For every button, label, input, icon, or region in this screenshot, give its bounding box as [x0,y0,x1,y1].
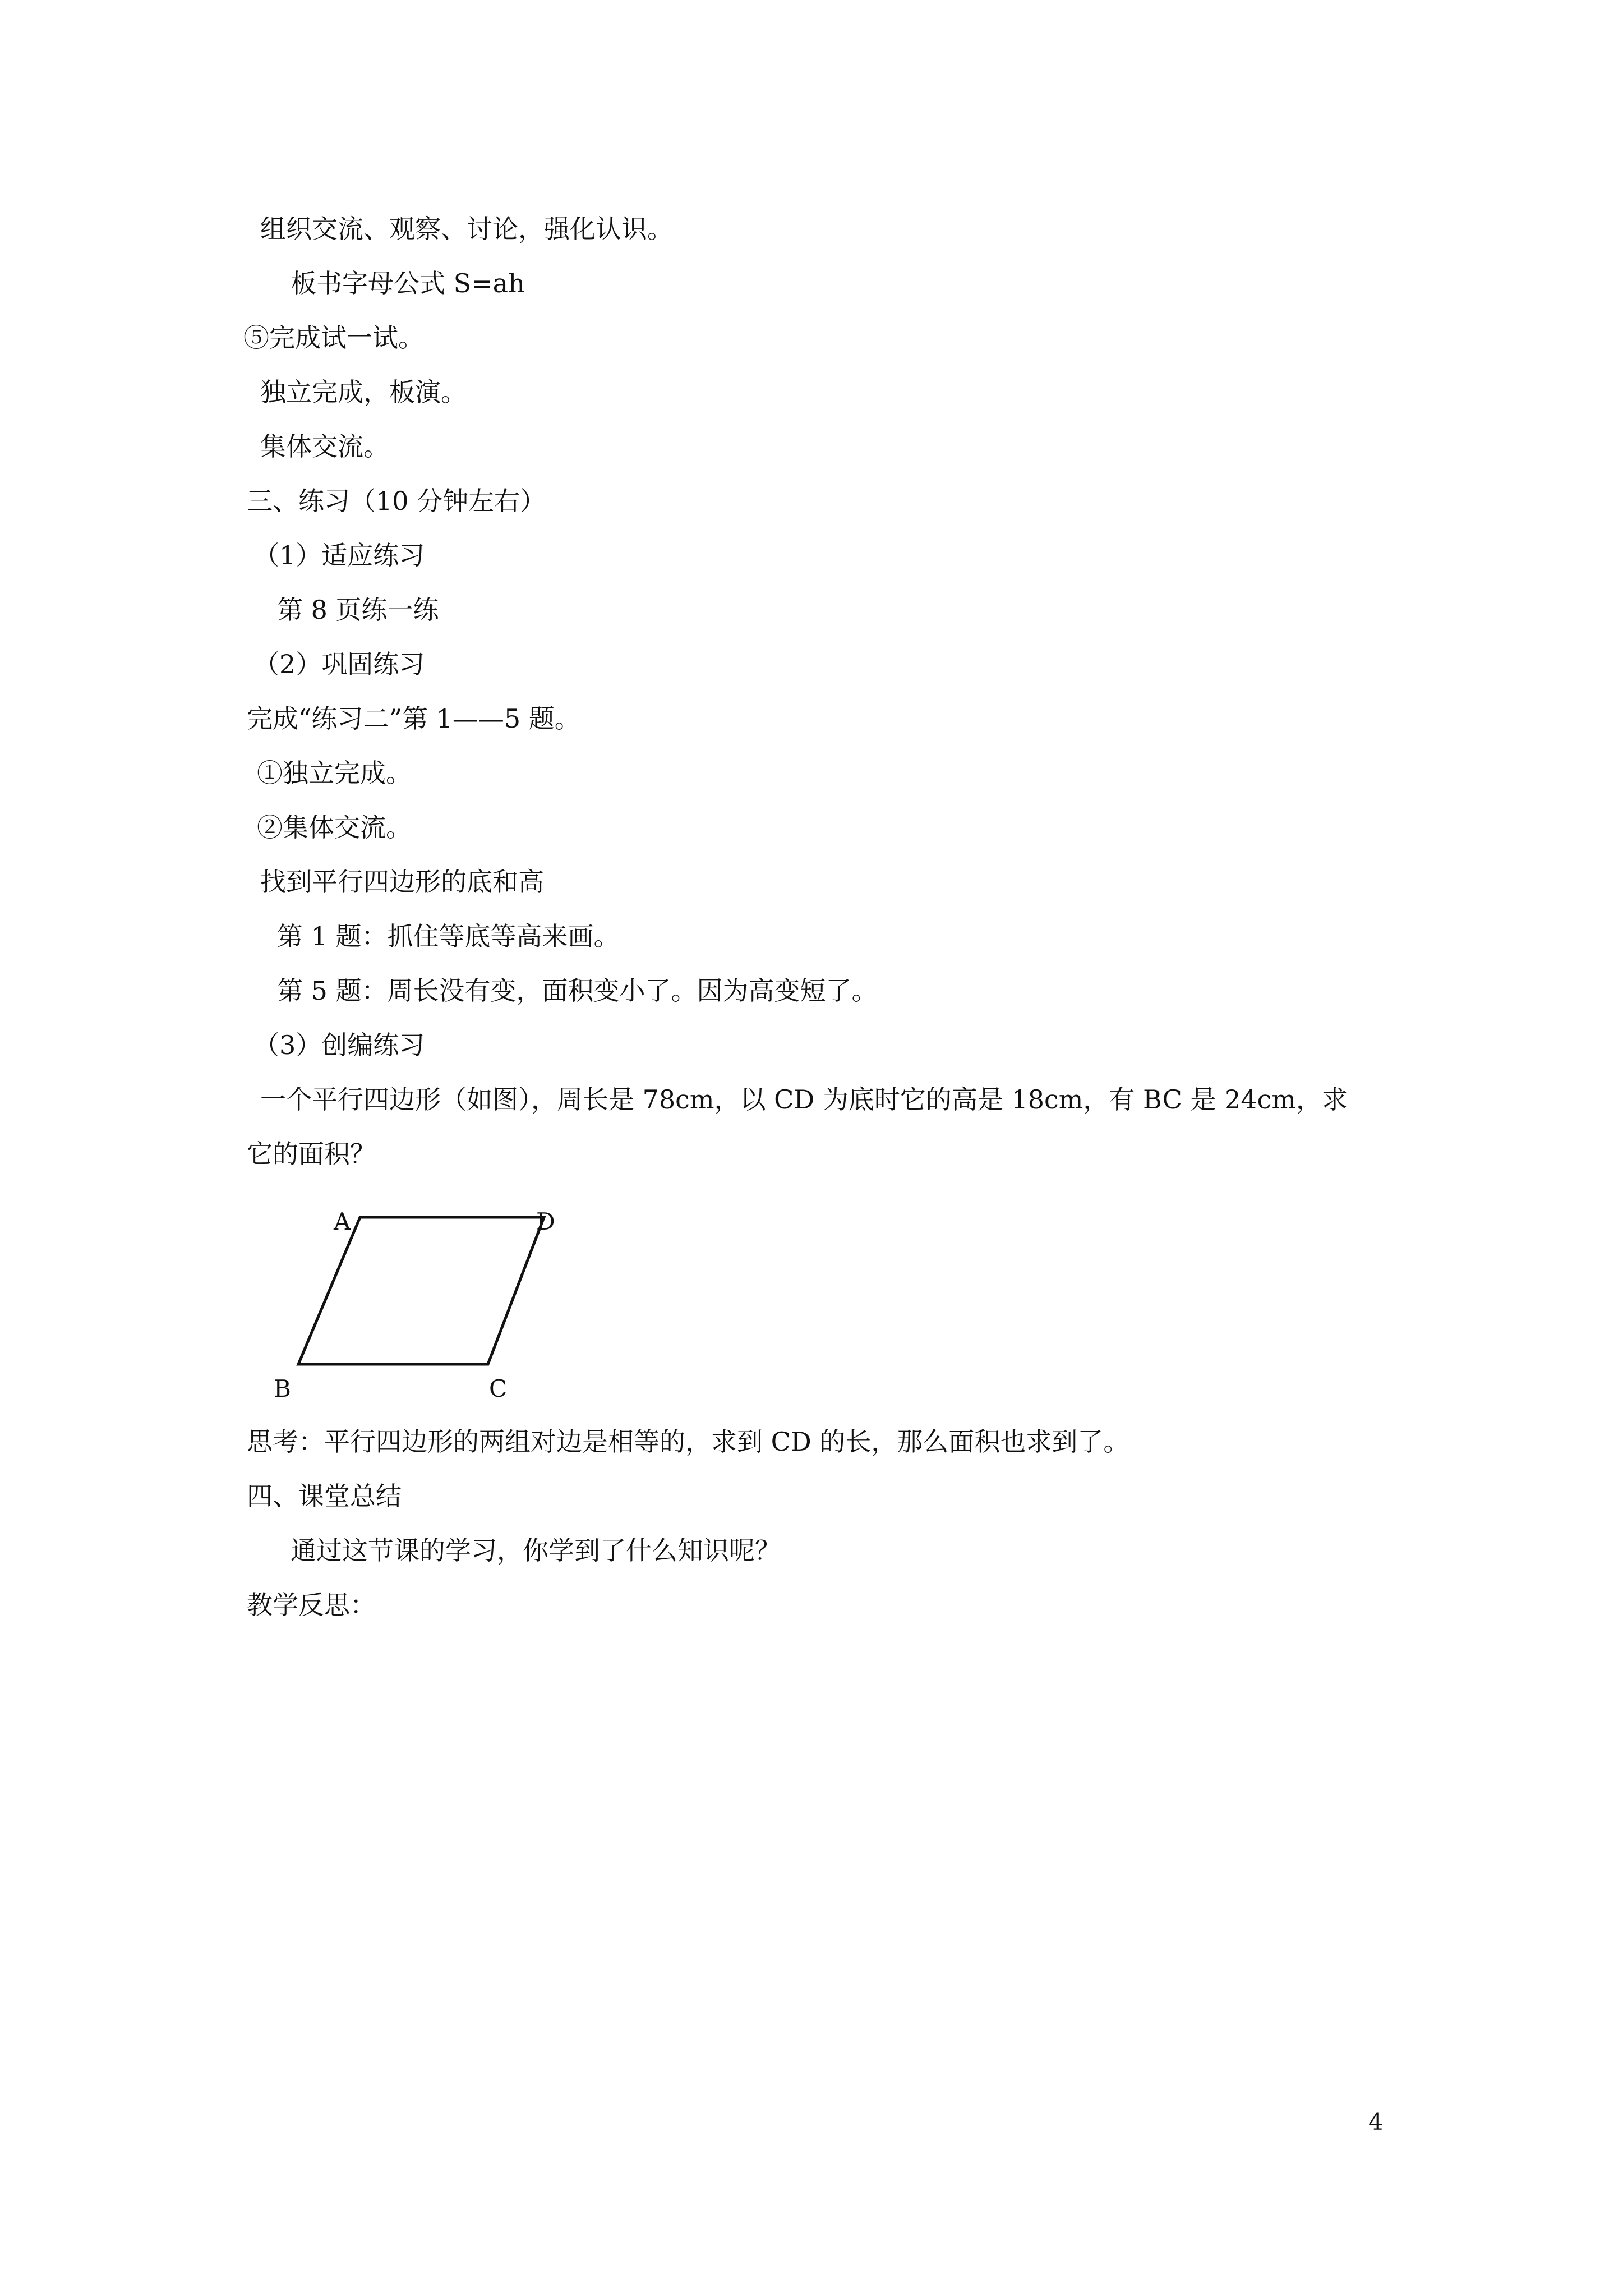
vertex-label-a: A [334,1208,351,1235]
text-line: 完成“练习二”第 1——5 题。 [247,703,580,734]
text-line: ②集体交流。 [257,812,412,843]
text-line: 第 8 页练一练 [277,595,439,625]
parallelogram-shape [298,1217,544,1364]
text-line: 第 1 题：抓住等底等高来画。 [277,921,620,951]
vertex-label-c: C [489,1375,508,1402]
vertex-label-b: B [274,1375,291,1402]
parallelogram-figure [247,1189,639,1408]
text-line: 一个平行四边形（如图），周长是 78cm，以 CD 为底时它的高是 18cm，有 BC 是 24cm，求 [260,1084,1348,1115]
vertex-label-d: D [536,1208,555,1235]
text-line: 教学反思： [247,1590,376,1620]
text-line: 找到平行四边形的底和高 [260,867,544,897]
text-line: 集体交流。 [260,431,389,462]
section-heading: 三、练习（10 分钟左右） [247,486,546,516]
page-number: 4 [1368,2108,1384,2136]
text-line: 第 5 题：周长没有变，面积变小了。因为高变短了。 [277,976,878,1006]
text-line: ①独立完成。 [257,758,412,788]
text-line: （3）创编练习 [253,1030,425,1060]
text-line: ⑤完成试一试。 [243,323,424,353]
text-line: （1）适应练习 [253,540,425,570]
text-line: 它的面积？ [247,1139,376,1169]
text-line: 独立完成，板演。 [260,377,467,407]
text-line: （2）巩固练习 [253,649,425,679]
text-line: 板书字母公式 S=ah [291,268,525,298]
text-line: 通过这节课的学习，你学到了什么知识呢？ [291,1535,781,1566]
text-line: 思考：平行四边形的两组对边是相等的，求到 CD 的长，那么面积也求到了。 [247,1427,1129,1457]
text-line: 组织交流、观察、讨论，强化认识。 [260,214,673,244]
parallelogram-diagram [247,1189,639,1408]
section-heading: 四、课堂总结 [247,1481,402,1511]
